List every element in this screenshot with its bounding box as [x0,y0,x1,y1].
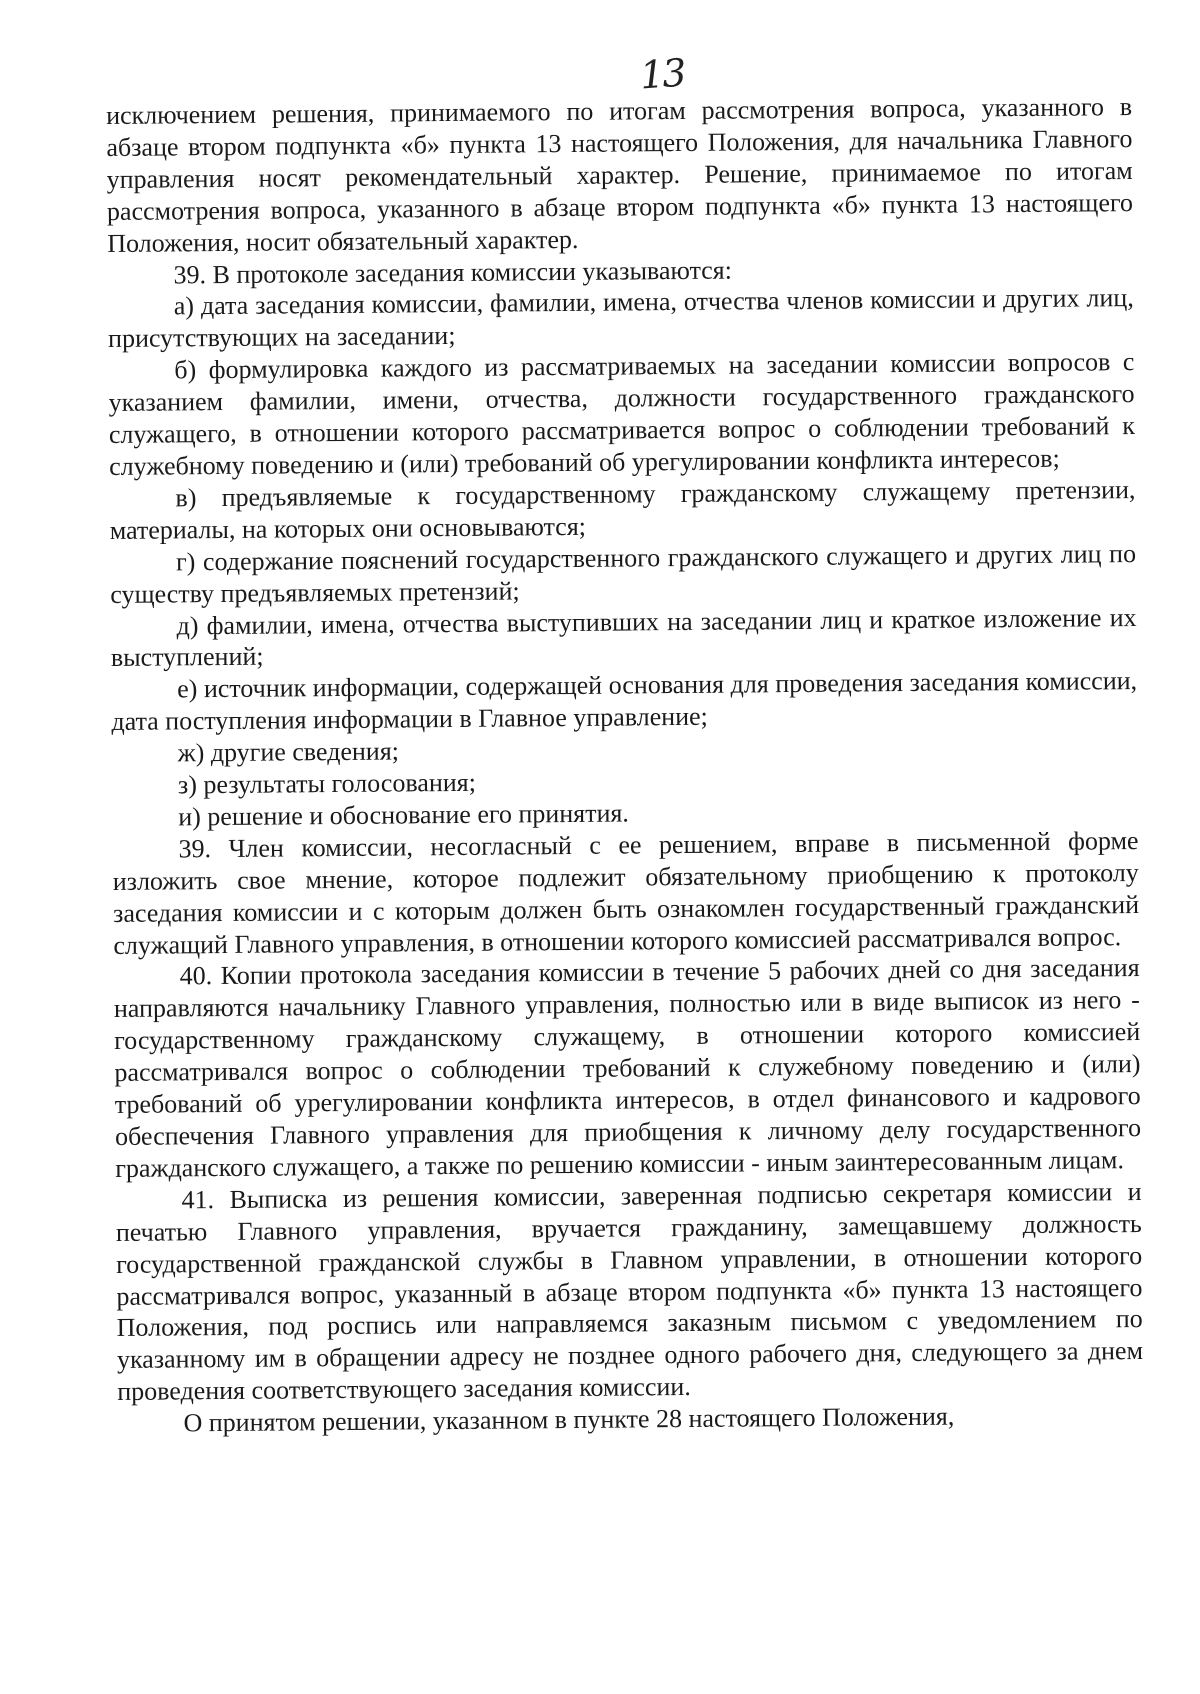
paragraph-subitem-g: г) содержание пояснений государственного гражданского служащего и других лиц по существу предъявляемых претензий; [110,538,1137,609]
paragraph-subitem-e: е) источник информации, содержащей основания для проведения заседания комиссии, дата поступления информации в Главное управление; [111,666,1138,737]
paragraph-subitem-d: д) фамилии, имена, отчества выступивших на заседании лиц и краткое изложение их выступлений; [110,602,1137,673]
paragraph-subitem-b: б) формулировка каждого из рассматриваемых на заседании комиссии вопросов с указанием фамилии, имени, отчества, должности государственного гражданского служащего, в отношении которого рассматривается вопрос о соблюдении требований к служебному поведению и (или) требований об урегулировании конфликта интересов; [108,347,1136,481]
paragraph-subitem-v: в) предъявляемые к государственному гражданскому служащему претензии, материалы, на которых они основываются; [109,474,1136,545]
paragraph-subitem-zh: ж) другие сведения; [177,736,400,768]
paragraph-final-partial: О принятом решении, указанном в пункте 28 настоящего Положения, [183,1401,955,1438]
paragraph-item-39-dissent: 39. Член комиссии, несогласный с ее решением, вправе в письменной форме изложить свое мнение, которое подлежит обязательному приобщению к протоколу заседания комиссии и с которым должен быть ознакомлен государственный гражданский служащий Главного управления, в отношении которого комиссией рассматривался вопрос. [112,825,1140,960]
paragraph-item-41: 41. Выписка из решения комиссии, заверенная подписью секретаря комиссии и печатью Главного управления, вручается гражданину, замещавшему должность государственной гражданской службы в Главном управлении, в отношении которого рассматривался вопрос, указанный в абзаце втором подпункта «б» пункта 13 настоящего Положения, под роспись или направляемся заказным письмом с уведомлением по указанному им в обращении адресу не позднее одного рабочего дня, следующего за днем проведения соответствующего заседания комиссии. [115,1176,1144,1407]
paragraph-continuation: исключением решения, принимаемого по итогам рассмотрения вопроса, указанного в абзаце втором подпункта «б» пункта 13 настоящего Положения, для начальника Главного управления носят рекомендательный характер. Решение, принимаемое по итогам рассмотрения вопроса, указанного в абзаце втором подпункта «б» пункта 13 настоящего Положения, носит обязательный характер. [106,92,1134,258]
paragraph-subitem-a: а) дата заседания комиссии, фамилии, имена, отчества членов комиссии и других лиц, присутствующих на заседании; [107,283,1134,354]
document-body [106,91,1144,1440]
paragraph-subitem-i: и) решение и обоснование его принятия. [178,798,629,832]
paragraph-subitem-z: з) результаты голосования; [177,767,477,800]
paragraph-item-39-header: 39. В протоколе заседания комиссии указываются: [173,255,733,289]
paragraph-item-40: 40. Копии протокола заседания комиссии в течение 5 рабочих дней со дня заседания направляются начальнику Главного управления, полностью или в виде выписок из него - государственному гражданскому служащему, в отношении которого комиссией рассматривался вопрос о соблюдении требований к служебному поведению и (или) требований об урегулировании конфликта интересов, в отдел финансового и кадрового обеспечения Главного управления для приобщения к личному делу государственного гражданского служащего, а также по решению комиссии - иным заинтересованным лицам. [113,953,1142,1183]
page-number: 13 [638,50,686,98]
